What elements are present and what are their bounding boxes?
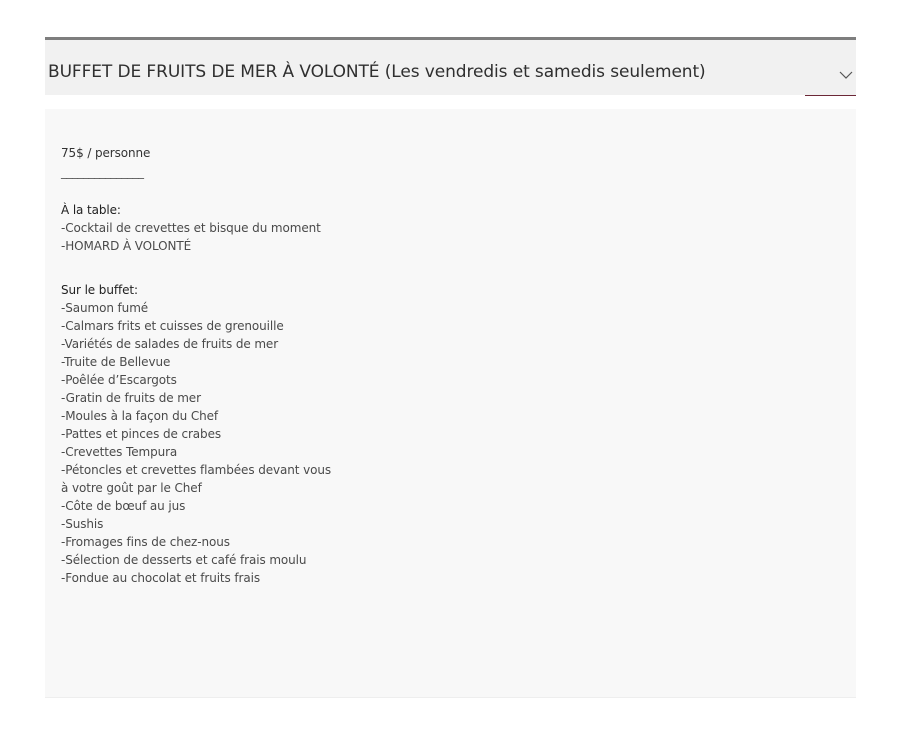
list-item: -Cocktail de crevettes et bisque du moment (61, 221, 321, 235)
list-item: -Côte de bœuf au jus (61, 499, 186, 513)
accordion-content (45, 109, 856, 698)
list-item: -Variétés de salades de fruits de mer (61, 337, 279, 351)
list-item: -Sélection de desserts et café frais moulu (61, 553, 307, 567)
list-item: -Fondue au chocolat et fruits frais (61, 571, 261, 585)
table-items-list (61, 219, 321, 255)
list-item: -Moules à la façon du Chef (61, 409, 219, 423)
buffet-section-title: Sur le buffet: (61, 283, 138, 297)
list-item: -Fromages fins de chez-nous (61, 535, 230, 549)
list-item: -Crevettes Tempura (61, 445, 178, 459)
seafood-buffet-accordion (45, 37, 856, 698)
chevron-down-icon (839, 71, 853, 79)
table-section-title: À la table: (61, 203, 121, 217)
accordion-header[interactable] (45, 37, 856, 95)
list-item: -Gratin de fruits de mer (61, 391, 201, 405)
list-item: -Pattes et pinces de crabes (61, 427, 221, 441)
list-item: -Pétoncles et crevettes flambées devant vous (61, 463, 331, 477)
buffet-items-list (61, 299, 331, 587)
list-item: -HOMARD À VOLONTÉ (61, 239, 192, 253)
accordion-title: BUFFET DE FRUITS DE MER À VOLONTÉ (Les vendredis et samedis seulement) (48, 62, 706, 82)
list-item: -Poêlée d’Escargots (61, 373, 177, 387)
list-item: -Calmars frits et cuisses de grenouille (61, 319, 284, 333)
list-item: à votre goût par le Chef (61, 481, 202, 495)
separator-line: _______________ (61, 165, 144, 179)
accordion-toggle[interactable] (805, 42, 856, 96)
list-item: -Truite de Bellevue (61, 355, 171, 369)
list-item: -Sushis (61, 517, 104, 531)
list-item: -Saumon fumé (61, 301, 149, 315)
price-text: 75$ / personne (61, 146, 151, 160)
